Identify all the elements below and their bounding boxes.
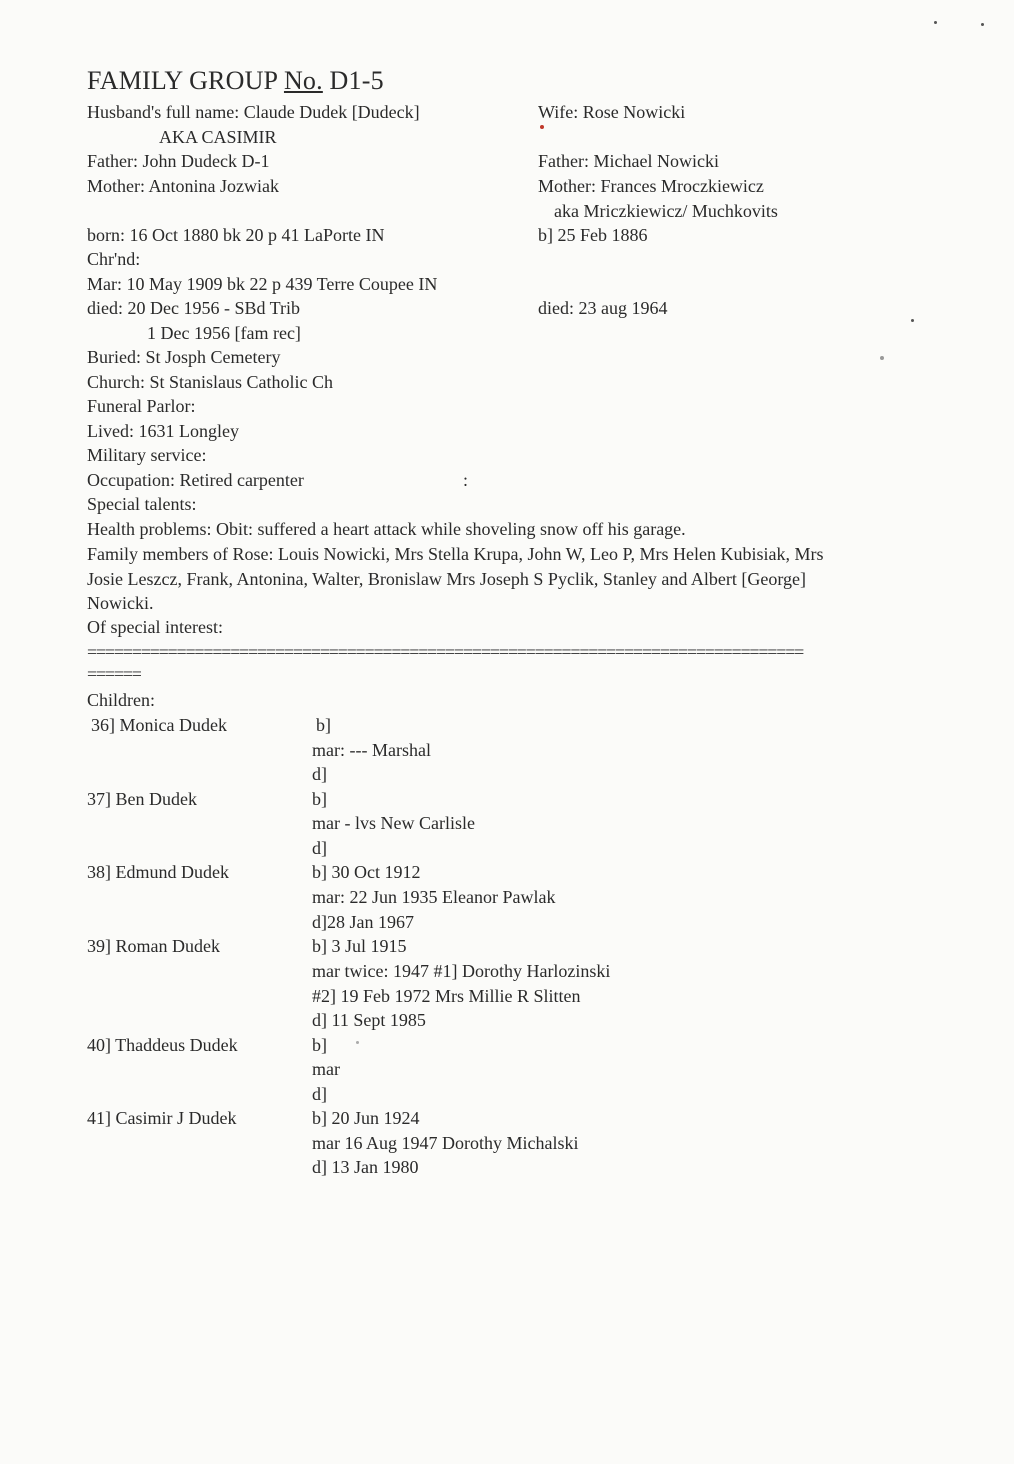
family-members-line-1: Family members of Rose: Louis Nowicki, Mrs Stella Krupa, John W, Leo P, Mrs Helen Kubisiak, Mrs xyxy=(87,544,824,564)
child-died: d] xyxy=(312,764,327,784)
husband-aka: AKA CASIMIR xyxy=(159,127,277,147)
special-interest: Of special interest: xyxy=(87,617,223,637)
family-members-line-2: Josie Leszcz, Frank, Antonina, Walter, Bronislaw Mrs Joseph S Pyclik, Stanley and Albert [George] xyxy=(87,569,807,589)
child-born: b] xyxy=(312,789,327,809)
husband-occupation: Occupation: Retired carpenter xyxy=(87,470,304,490)
child-born: b] 3 Jul 1915 xyxy=(312,936,407,956)
scan-speck xyxy=(356,1041,359,1044)
child-died: d] 11 Sept 1985 xyxy=(312,1010,426,1030)
husband-died: died: 20 Dec 1956 - SBd Trib xyxy=(87,298,301,318)
scan-speck xyxy=(880,356,884,360)
wife-mother-aka: aka Mriczkiewicz/ Muchkovits xyxy=(554,201,778,221)
child-name: 36] Monica Dudek xyxy=(91,715,227,735)
scan-speck xyxy=(981,23,984,26)
child-died: d] xyxy=(312,838,327,858)
husband-mother: Mother: Antonina Jozwiak xyxy=(87,176,279,196)
husband-father: Father: John Dudeck D-1 xyxy=(87,151,270,171)
child-married: mar: 22 Jun 1935 Eleanor Pawlak xyxy=(312,887,556,907)
child-born: b] xyxy=(316,715,331,735)
child-married: mar xyxy=(312,1059,340,1079)
scan-speck xyxy=(911,319,914,322)
husband-christened: Chr'nd: xyxy=(87,249,141,269)
child-second-marriage: #2] 19 Feb 1972 Mrs Millie R Slitten xyxy=(312,986,581,1006)
husband-lived: Lived: 1631 Longley xyxy=(87,421,239,441)
wife-father: Father: Michael Nowicki xyxy=(538,151,719,171)
wife-mother: Mother: Frances Mroczkiewicz xyxy=(538,176,764,196)
child-born: b] 20 Jun 1924 xyxy=(312,1108,420,1128)
child-married: mar twice: 1947 #1] Dorothy Harlozinski xyxy=(312,961,611,981)
child-died: d] xyxy=(312,1084,327,1104)
separator-line-tail: ====== xyxy=(87,664,141,684)
child-married: mar 16 Aug 1947 Dorothy Michalski xyxy=(312,1133,579,1153)
funeral-parlor: Funeral Parlor: xyxy=(87,396,196,416)
marriage-date: Mar: 10 May 1909 bk 22 p 439 Terre Coupee IN xyxy=(87,274,438,294)
child-died: d]28 Jan 1967 xyxy=(312,912,414,932)
child-name: 40] Thaddeus Dudek xyxy=(87,1035,238,1055)
children-label: Children: xyxy=(87,690,155,710)
child-name: 39] Roman Dudek xyxy=(87,936,220,956)
stray-colon: : xyxy=(463,470,469,490)
page-title: FAMILY GROUP No. D1-5 xyxy=(87,66,384,95)
husband-name: Husband's full name: Claude Dudek [Dudeck] xyxy=(87,102,420,122)
wife-born: b] 25 Feb 1886 xyxy=(538,225,648,245)
special-talents: Special talents: xyxy=(87,494,197,514)
military-service: Military service: xyxy=(87,445,207,465)
husband-born: born: 16 Oct 1880 bk 20 p 41 LaPorte IN xyxy=(87,225,385,245)
husband-church: Church: St Stanislaus Catholic Ch xyxy=(87,372,333,392)
wife-name: Wife: Rose Nowicki xyxy=(538,102,686,122)
separator-line: ================================================================================ xyxy=(87,642,804,662)
wife-died: died: 23 aug 1964 xyxy=(538,298,668,318)
scan-speck xyxy=(540,125,544,129)
husband-buried: Buried: St Josph Cemetery xyxy=(87,347,281,367)
child-name: 38] Edmund Dudek xyxy=(87,862,229,882)
child-born: b] 30 Oct 1912 xyxy=(312,862,421,882)
health-problems: Health problems: Obit: suffered a heart attack while shoveling snow off his garage. xyxy=(87,519,686,539)
scan-speck xyxy=(934,21,937,24)
child-name: 41] Casimir J Dudek xyxy=(87,1108,237,1128)
child-died: d] 13 Jan 1980 xyxy=(312,1157,419,1177)
husband-died-alt: 1 Dec 1956 [fam rec] xyxy=(147,323,301,343)
child-name: 37] Ben Dudek xyxy=(87,789,197,809)
child-married: mar - lvs New Carlisle xyxy=(312,813,475,833)
family-members-line-3: Nowicki. xyxy=(87,593,154,613)
child-married: mar: --- Marshal xyxy=(312,740,431,760)
child-born: b] xyxy=(312,1035,327,1055)
